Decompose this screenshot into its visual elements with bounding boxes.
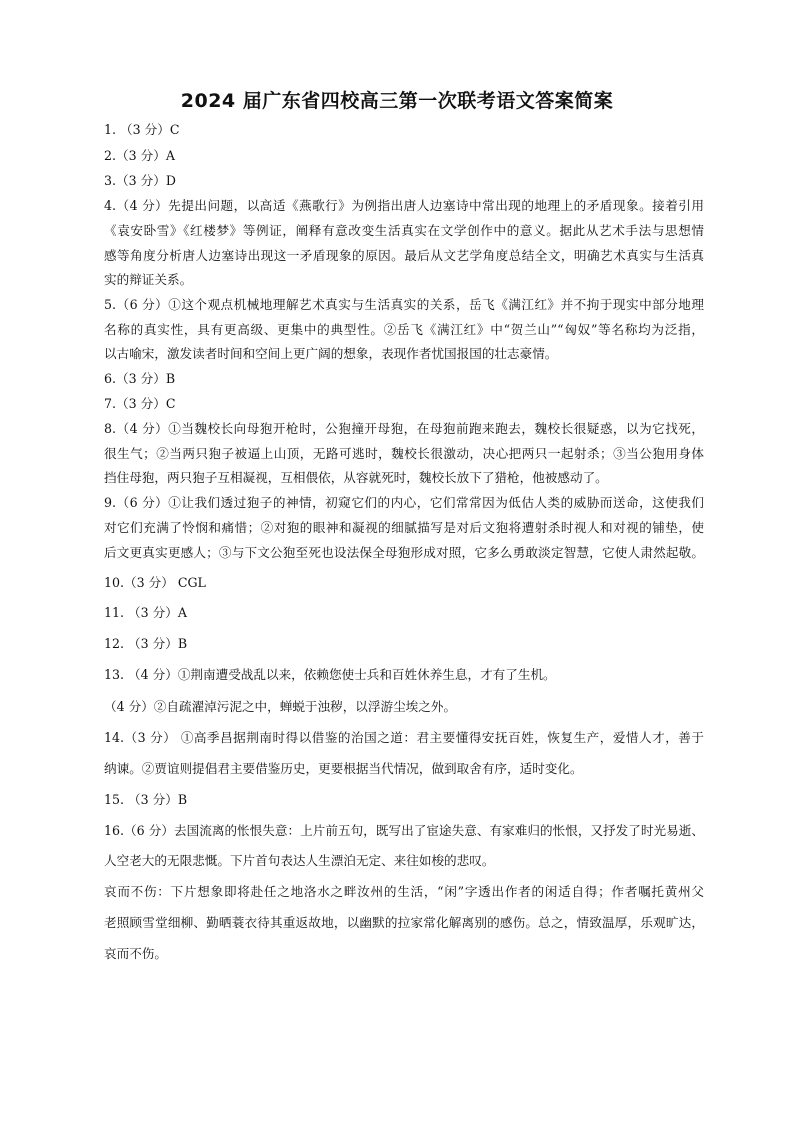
- answer-16-line-4: 老照顾雪堂细柳、勤晒蓑衣待其重返故地，以幽默的拉家常化解离别的感伤。总之，情致温厚，乐观旷达，: [104, 915, 704, 930]
- answer-10: 10.（3 分） CGL: [104, 575, 206, 590]
- answer-2: 2.（3 分）A: [104, 148, 175, 163]
- answer-12: 12. （3 分）B: [104, 636, 188, 651]
- page-title: 2024 届广东省四校高三第一次联考语文答案简案: [180, 90, 614, 112]
- answer-9-line-2: 对它们充满了怜悯和痛惜；②对狍的眼神和凝视的细腻描写是对后文狍将遭射杀时视人和对视的铺垫，使: [104, 520, 704, 535]
- answer-9-line-3: 后文更真实更感人；③与下文公狍至死也设法保全母狍形成对照，它多么勇敢淡定智慧，它使人肃然起敬。: [104, 545, 704, 560]
- answer-1: 1. （3 分）C: [104, 122, 180, 137]
- answer-16-line-3: 哀而不伤：下片想象即将赴任之地洛水之畔汝州的生活，“闲”字透出作者的闲适自得；作者嘱托黄州父: [104, 884, 704, 899]
- answer-14-line-1: 14.（3 分） ①高季昌据荆南时得以借鉴的治国之道：君主要懂得安抚百姓，恢复生产，爱惜人才，善于: [104, 730, 704, 745]
- answer-16-line-2: 人空老大的无限悲慨。下片首句表达人生漂泊无定、来往如梭的悲叹。: [104, 853, 495, 868]
- answer-4-line-4: 实的辩证关系。: [104, 272, 193, 287]
- answer-13-line-1: 13. （4 分）①荆南遭受战乱以来，依赖您使士兵和百姓休养生息，才有了生机。: [104, 667, 556, 682]
- answer-5-line-2: 名称的真实性，具有更高级、更集中的典型性。②岳飞《满江红》中“贺兰山”“匈奴”等名称均为泛指，: [104, 322, 704, 337]
- answer-5-line-1: 5.（6 分）①这个观点机械地理解艺术真实与生活真实的关系，岳飞《满江红》并不拘于现实中部分地理: [104, 297, 704, 312]
- answer-13-line-2: （4 分）②自疏濯淖污泥之中，蝉蜕于浊秽，以浮游尘埃之外。: [104, 699, 457, 714]
- answer-16-line-5: 哀而不伤。: [104, 946, 167, 961]
- answer-6: 6.（3 分）B: [104, 371, 176, 386]
- answer-4-line-2: 《袁安卧雪》《红楼梦》等例证，阐释有意改变生活真实在文学创作中的意义。据此从艺术手法与思想情: [104, 223, 704, 238]
- answer-15: 15. （3 分）B: [104, 792, 188, 807]
- answer-9-line-1: 9.（6 分）①让我们透过狍子的神情，初窥它们的内心，它们常常因为低估人类的威胁而送命，这使我们: [104, 495, 704, 510]
- answer-14-line-2: 纳谏。②贾谊则提倡君主要借鉴历史，更要根据当代情况，做到取舍有序，适时变化。: [104, 761, 583, 776]
- answer-8-line-1: 8.（4 分）①当魏校长向母狍开枪时，公狍撞开母狍，在母狍前跑来跑去，魏校长很疑惑，以为它找死，: [104, 421, 704, 436]
- answer-4-line-1: 4.（4 分）先提出问题，以高适《燕歌行》为例指出唐人边塞诗中常出现的地理上的矛盾现象。接着引用: [104, 198, 704, 213]
- answer-3: 3.（3 分）D: [104, 173, 176, 188]
- answer-8-line-2: 很生气；②当两只狍子被逼上山顶，无路可逃时，魏校长很激动，决心把两只一起射杀；③当公狍用身体: [104, 446, 704, 461]
- answer-16-line-1: 16.（6 分）去国流离的怅恨失意：上片前五句，既写出了宦途失意、有家难归的怅恨，又抒发了时光易逝、: [104, 823, 704, 838]
- answer-4-line-3: 感等角度分析唐人边塞诗出现这一矛盾现象的原因。最后从文艺学角度总结全文，明确艺术真实与生活真: [104, 248, 704, 263]
- answer-8-line-3: 挡住母狍，两只狍子互相凝视，互相偎依，从容就死时，魏校长放下了猎枪，他被感动了。: [104, 470, 608, 485]
- answer-7: 7.（3 分）C: [104, 396, 176, 411]
- answer-5-line-3: 以古喻宋，激发读者时间和空间上更广阔的想象，表现作者忧国报国的壮志豪情。: [104, 346, 558, 361]
- answer-11: 11. （3 分）A: [104, 605, 187, 620]
